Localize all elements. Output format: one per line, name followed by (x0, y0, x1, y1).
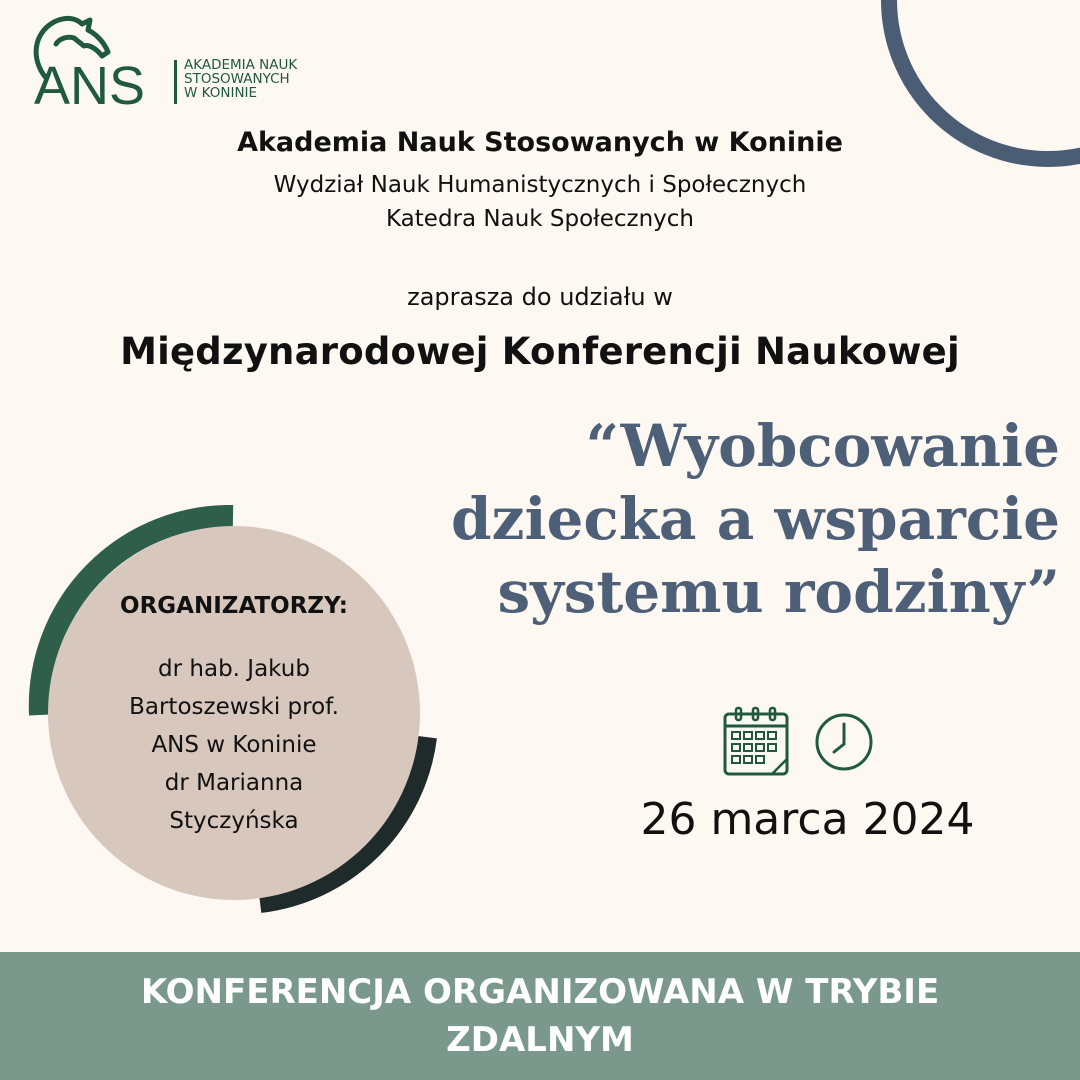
calendar-icon (722, 706, 790, 778)
title-line: systemu rodziny” (497, 558, 1060, 626)
footer-line: ZDALNYM (446, 1020, 634, 1060)
title-line: dziecka a wsparcie (451, 485, 1060, 553)
footer-text (60, 968, 1020, 1064)
organizer-line: ANS w Koninie (151, 732, 317, 758)
logo-line: W KONINIE (184, 85, 258, 101)
department-name: Katedra Nauk Społecznych (386, 206, 694, 232)
horse-head-icon (24, 8, 184, 108)
university-name: Akademia Nauk Stosowanych w Koninie (237, 127, 843, 158)
organizer-line: dr Marianna (164, 770, 304, 796)
footer-line: KONFERENCJA ORGANIZOWANA W TRYBIE (140, 972, 940, 1012)
organizer-line: dr hab. Jakub (158, 656, 310, 682)
event-type: Międzynarodowej Konferencji Naukowej (120, 330, 960, 373)
organizers-list (48, 650, 420, 840)
faculty-name: Wydział Nauk Humanistycznych i Społecznych (273, 172, 807, 198)
logo-line: AKADEMIA NAUK (184, 57, 298, 73)
organizers-heading: ORGANIZATORZY: (120, 593, 348, 619)
event-date: 26 marca 2024 (640, 794, 975, 845)
clock-icon (814, 712, 874, 772)
logo (24, 8, 324, 108)
logo-wordmark (184, 58, 344, 100)
organizer-line: Styczyńska (169, 808, 299, 834)
logo-line: STOSOWANYCH (184, 71, 290, 87)
invitation-intro: zaprasza do udziału w (407, 283, 673, 311)
logo-mark: ANS (34, 56, 146, 108)
title-line: “Wyobcowanie (585, 412, 1060, 480)
organizer-line: Bartoszewski prof. (129, 694, 339, 720)
